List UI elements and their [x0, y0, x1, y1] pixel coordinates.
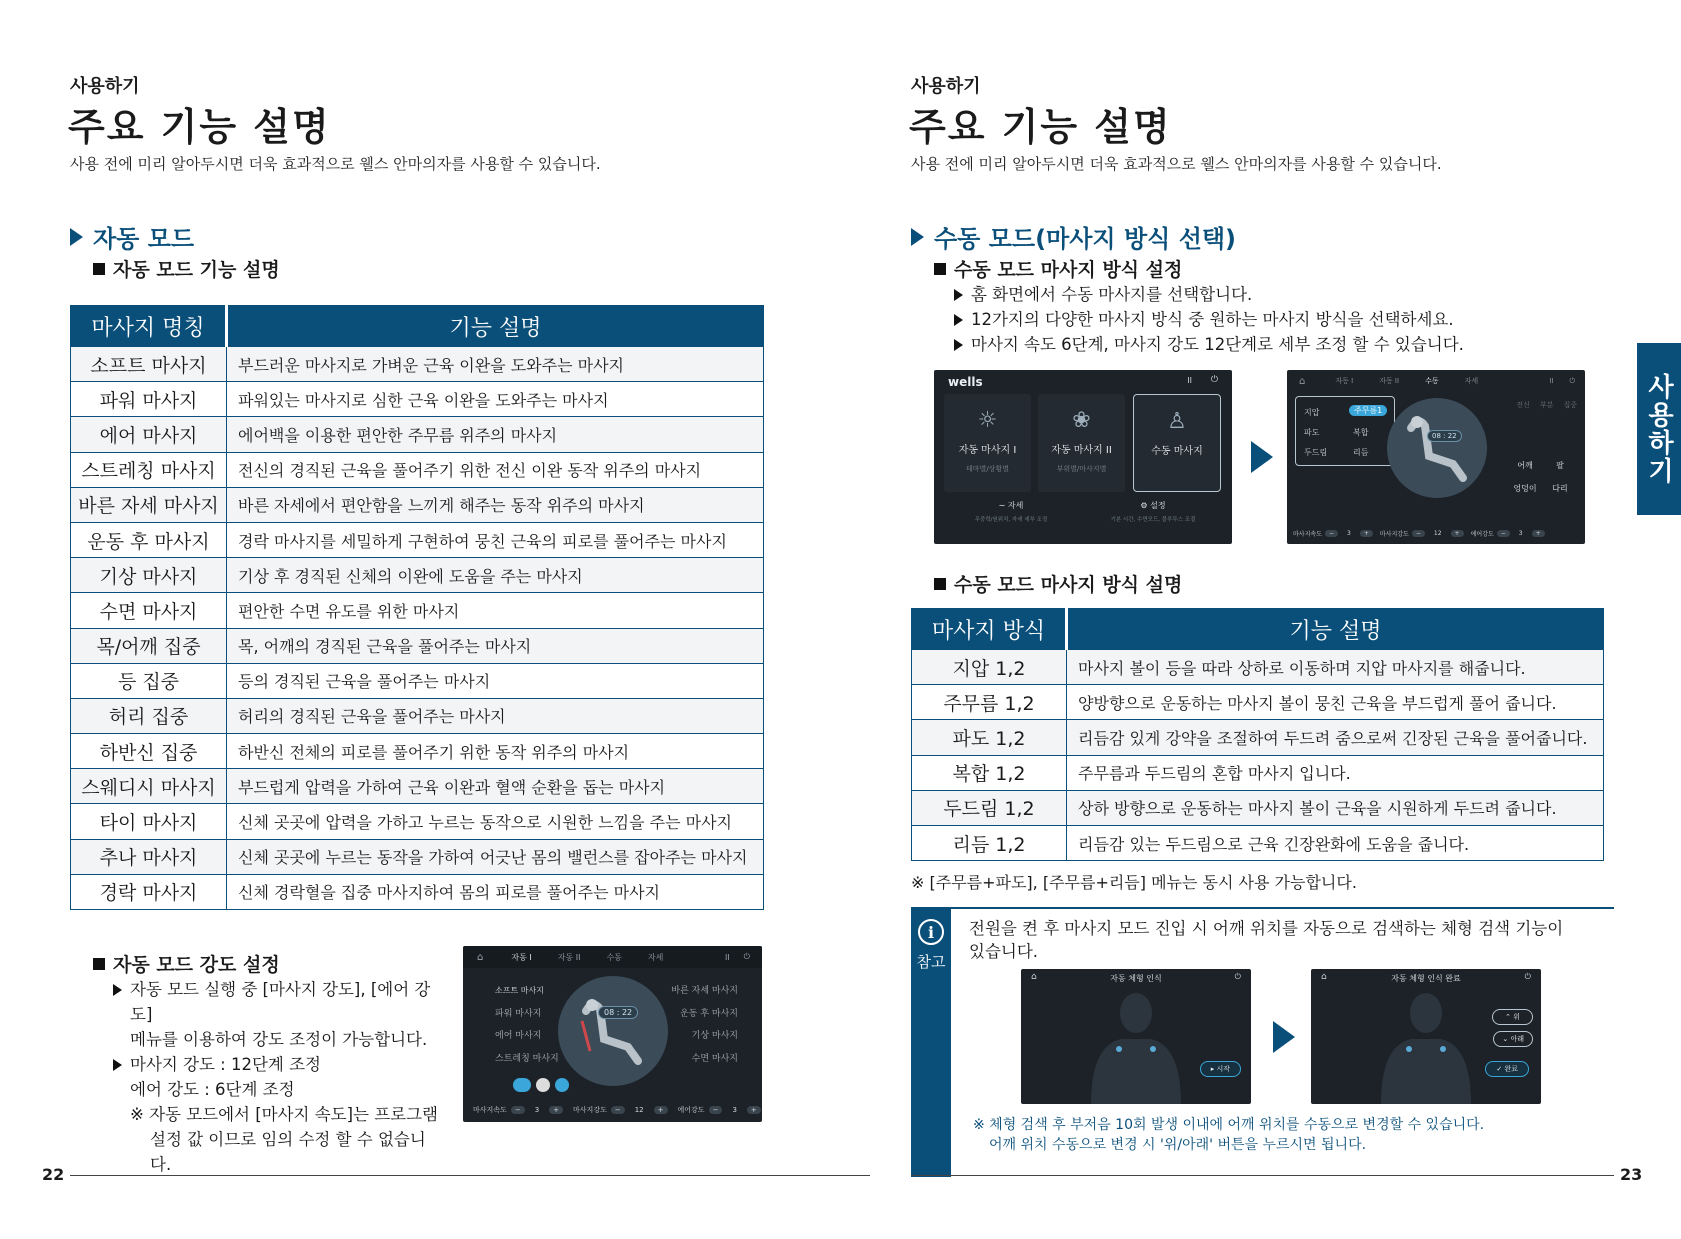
power-icon[interactable]: ⏻ [1569, 376, 1575, 385]
table-header: 마사지 방식 [912, 609, 1067, 650]
chair-figure-icon [1397, 410, 1477, 490]
method-item[interactable]: 지압 [1304, 408, 1320, 417]
table-cell-desc: 에어백을 이용한 편안한 주무름 위주의 마사지 [227, 417, 764, 452]
table-cell-desc: 하반신 전체의 피로를 풀어주기 위한 동작 위주의 마사지 [227, 734, 764, 769]
table-cell-name: 경락 마사지 [71, 874, 227, 909]
table-cell-name: 에어 마사지 [71, 417, 227, 452]
list-text: 자동 모드 실행 중 [마사지 강도], [에어 강도] [130, 980, 431, 1024]
control-label: 마사지속도 [1293, 530, 1322, 538]
bottom-title: 설정 [1150, 501, 1166, 510]
massage-mode-icon[interactable] [555, 1078, 569, 1092]
screen-tab: 자동 II [557, 952, 581, 962]
table-cell-desc: 부드럽게 압력을 가하여 근육 이완과 혈액 순환을 돕는 마사지 [227, 769, 764, 804]
table-cell-desc: 주무름과 두드림의 혼합 마사지 입니다. [1067, 755, 1604, 790]
table-row [71, 769, 764, 804]
table-cell-desc: 전신의 경직된 근육을 풀어주기 위한 전신 이완 동작 위주의 마사지 [227, 452, 764, 487]
bottom-title: 자세 [1007, 501, 1024, 510]
sun-moon-icon: ☼ [977, 408, 998, 433]
body-scan-complete-screen [1311, 969, 1541, 1104]
done-button-label: 완료 [1504, 1065, 1518, 1073]
intensity-list [113, 977, 443, 1177]
home-screen [934, 370, 1232, 544]
screen-tab[interactable]: 자세 [1464, 377, 1479, 385]
menu-item[interactable]: 파워 마사지 [495, 1008, 542, 1019]
screen-title: 자동 체형 인식 [1110, 974, 1162, 983]
timer-display: 08 : 22 [1427, 430, 1462, 442]
screen-tab: 자세 [647, 952, 664, 962]
up-button-label: 위 [1513, 1013, 1520, 1021]
table-cell-name: 파도 1,2 [912, 720, 1067, 755]
home-icon[interactable]: ⌂ [1321, 972, 1327, 982]
gear-icon: ⚙ [1140, 501, 1148, 510]
left-subheading-table [93, 255, 280, 282]
method-item[interactable]: 파도 [1304, 428, 1320, 437]
control-value: 3 [534, 1106, 540, 1114]
table-row [912, 755, 1604, 790]
table-row [71, 874, 764, 909]
table-cell-desc: 신체 곳곳에 압력을 가하고 누르는 동작으로 시원한 느낌을 주는 마사지 [227, 804, 764, 839]
home-icon[interactable]: ⌂ [1031, 972, 1037, 982]
note-footer [973, 1115, 1484, 1155]
triangle-bullet-icon [911, 228, 924, 246]
minus-button[interactable]: − [511, 1106, 525, 1114]
left-page-subtitle: 사용 전에 미리 알아두시면 더욱 효과적으로 웰스 안마의자를 사용할 수 있습니다. [70, 155, 601, 173]
table-cell-desc: 부드러운 마사지로 가벼운 근육 이완을 도와주는 마사지 [227, 347, 764, 382]
right-page-subtitle: 사용 전에 미리 알아두시면 더욱 효과적으로 웰스 안마의자를 사용할 수 있습니다. [911, 155, 1442, 173]
table-row [912, 650, 1604, 685]
list-text: 마사지 속도 6단계, 마사지 강도 12단계로 세부 조정 할 수 있습니다. [971, 335, 1464, 354]
card-title: 자동 마사지 I [958, 445, 1017, 456]
auto-mode-screen [463, 946, 762, 1122]
left-menu [495, 980, 559, 1070]
plus-button[interactable]: + [1451, 530, 1464, 537]
up-button[interactable]: ⌃ 위 [1492, 1009, 1533, 1025]
table-cell-desc: 목, 어깨의 경직된 근육을 풀어주는 마사지 [227, 628, 764, 663]
brand-logo: wells [948, 375, 983, 389]
table-cell-desc: 신체 곳곳에 누르는 동작을 가하여 어긋난 몸의 밸런스를 잡아주는 마사지 [227, 839, 764, 874]
table-row [71, 628, 764, 663]
screen-tabbar [1287, 370, 1585, 392]
plus-button[interactable]: + [654, 1106, 668, 1114]
pause-icon: II [724, 952, 730, 962]
method-item[interactable]: 리듬 [1353, 448, 1369, 457]
area-selector [1505, 460, 1575, 494]
method-item[interactable]: 복합 [1353, 428, 1369, 437]
lotus-icon: ❀ [1072, 408, 1091, 433]
minus-button[interactable]: − [1325, 530, 1338, 537]
table-row [71, 382, 764, 417]
body-silhouette-icon [1081, 991, 1191, 1104]
arrow-right-icon [1251, 441, 1273, 473]
table-cell-name: 운동 후 마사지 [71, 522, 227, 557]
control-label: 에어강도 [677, 1106, 705, 1114]
menu-item[interactable]: 운동 후 마사지 [680, 1008, 738, 1019]
list-text: 메뉴를 이용하여 강도 조정이 가능합니다. [130, 1030, 428, 1049]
control-value: 12 [1433, 529, 1442, 537]
right-heading-manual-mode [911, 219, 1236, 254]
triangle-bullet-icon [954, 339, 963, 351]
left-page-title: 주요 기능 설명 [68, 105, 331, 149]
manual-mode-table [911, 608, 1604, 861]
list-item [954, 332, 1514, 357]
auto-mode-heading-text: 자동 모드 [93, 225, 195, 253]
table-header: 마사지 명칭 [71, 306, 227, 347]
table-row [71, 698, 764, 733]
intensity-heading-text: 자동 모드 강도 설정 [113, 954, 280, 976]
table-cell-desc: 파워있는 마사지로 심한 근육 이완을 도와주는 마사지 [227, 382, 764, 417]
table-cell-name: 목/어깨 집중 [71, 628, 227, 663]
square-bullet-icon [93, 263, 105, 275]
body-silhouette-icon [1371, 991, 1481, 1104]
screen-title: 자동 체형 인식 완료 [1391, 974, 1461, 983]
menu-item[interactable]: 소프트 마사지 [495, 986, 544, 995]
list-item [113, 1052, 443, 1077]
power-icon: ⏻ [743, 952, 750, 961]
triangle-bullet-icon [113, 984, 122, 996]
info-icon: i [918, 919, 944, 945]
area-item[interactable]: 팔 [1556, 461, 1564, 470]
table-row [71, 839, 764, 874]
list-item [954, 282, 1514, 307]
body-scan-screen [1021, 969, 1251, 1104]
menu-item[interactable]: 기상 마사지 [691, 1031, 738, 1041]
screen-tab: 자동 I [511, 952, 532, 962]
menu-item[interactable]: 스트레칭 마사지 [495, 1053, 559, 1064]
table-cell-desc: 바른 자세에서 편안함을 느끼게 해주는 동작 위주의 마사지 [227, 487, 764, 522]
left-footer-line [70, 1175, 870, 1176]
screen-tab[interactable]: 수동 [1425, 377, 1439, 385]
square-bullet-icon [934, 263, 946, 275]
timer-display: 08 : 22 [598, 1006, 638, 1019]
table-cell-name: 허리 집중 [71, 698, 227, 733]
table-row [912, 825, 1604, 860]
list-text: 설정 값 이므로 임의 수정 할 수 없습니다. [150, 1130, 426, 1174]
control-bar [463, 1098, 762, 1122]
note-text-line: 있습니다. [969, 942, 1039, 961]
table-cell-desc: 양방향으로 운동하는 마사지 볼이 뭉친 근육을 부드럽게 풀어 줍니다. [1067, 685, 1604, 720]
triangle-bullet-icon [954, 289, 963, 301]
screen-tab[interactable]: 자동 I [1335, 377, 1354, 385]
screen-tab[interactable]: 자동 II [1379, 377, 1400, 385]
table-row [912, 685, 1604, 720]
plus-button[interactable]: + [549, 1106, 563, 1114]
table-cell-desc: 경락 마사지를 세밀하게 구현하여 뭉친 근육의 피로를 풀어주는 마사지 [227, 522, 764, 557]
menu-item[interactable]: 에어 마사지 [495, 1031, 542, 1041]
part-item[interactable]: 집중 [1563, 401, 1577, 409]
note-footer-line: ※ 체형 검색 후 부저음 10회 발생 이내에 어깨 위치를 수동으로 변경할 수 있습니다. [973, 1117, 1485, 1133]
home-card[interactable] [944, 394, 1031, 492]
table-cell-name: 스웨디시 마사지 [71, 769, 227, 804]
right-footer-line [911, 1175, 1614, 1176]
table-row [71, 347, 764, 382]
done-button[interactable]: ✓ 완료 [1485, 1061, 1529, 1077]
control-label: 마사지속도 [473, 1106, 507, 1114]
triangle-bullet-icon [70, 228, 83, 246]
minus-button[interactable]: − [611, 1106, 625, 1114]
right-menu [671, 980, 738, 1070]
table-cell-name: 주무름 1,2 [912, 685, 1067, 720]
plus-button[interactable]: + [747, 1106, 761, 1114]
menu-item[interactable]: 바른 자세 마사지 [671, 986, 738, 996]
bottom-sub: 기본 시간, 수면모드, 블루투스 조절 [1110, 517, 1196, 523]
area-item[interactable]: 엉덩이 [1513, 484, 1537, 493]
table-header: 기능 설명 [1067, 609, 1604, 650]
list-text: 에어 강도 : 6단계 조정 [130, 1080, 295, 1099]
table-cell-name: 지압 1,2 [912, 650, 1067, 685]
note-footer-line: 어깨 위치 수동으로 변경 시 '위/아래' 버튼을 누르시면 됩니다. [989, 1137, 1367, 1153]
home-bottom-settings[interactable] [1086, 500, 1220, 536]
control-value: 3 [1347, 529, 1351, 537]
table-row [71, 734, 764, 769]
part-item[interactable]: 전신 [1516, 401, 1530, 409]
mode-icons [513, 1078, 569, 1092]
list-item [113, 1077, 443, 1102]
desc-heading-text: 수동 모드 마사지 방식 설명 [954, 574, 1183, 596]
pause-icon[interactable]: II [1187, 376, 1192, 385]
table-cell-desc: 리듬감 있는 두드림으로 근육 긴장완화에 도움을 줍니다. [1067, 825, 1604, 860]
down-button[interactable]: ⌄ 아래 [1493, 1031, 1533, 1047]
area-item[interactable]: 다리 [1552, 484, 1568, 493]
table-cell-name: 하반신 집중 [71, 734, 227, 769]
table-row [71, 487, 764, 522]
left-heading-auto-mode [70, 219, 194, 254]
method-panel [1295, 396, 1395, 466]
down-button-label: 아래 [1510, 1035, 1524, 1043]
bottom-sub: 무중력/원위치, 자세 세부 조정 [974, 517, 1048, 523]
menu-item[interactable]: 수면 마사지 [691, 1053, 738, 1064]
screen-tab: 수동 [606, 952, 622, 962]
control-label: 에어강도 [1470, 530, 1494, 538]
screen-tabbar [463, 946, 762, 968]
note-label: 참고 [916, 953, 946, 971]
plus-button[interactable]: + [1532, 530, 1545, 537]
table-cell-desc: 허리의 경직된 근육을 풀어주는 마사지 [227, 698, 764, 733]
right-section-label: 사용하기 [911, 76, 981, 97]
table-cell-name: 리듬 1,2 [912, 825, 1067, 860]
table-cell-name: 파워 마사지 [71, 382, 227, 417]
auto-mode-table [70, 305, 764, 910]
table-cell-name: 복합 1,2 [912, 755, 1067, 790]
manual-mode-heading-text: 수동 모드(마사지 방식 선택) [934, 225, 1237, 253]
table-row [71, 417, 764, 452]
note-label-column [911, 909, 951, 1177]
minus-button[interactable]: − [1412, 530, 1425, 537]
table-cell-name: 바른 자세 마사지 [71, 487, 227, 522]
control-label: 마사지강도 [1379, 530, 1409, 538]
table-cell-desc: 기상 후 경직된 신체의 이완에 도움을 주는 마사지 [227, 558, 764, 593]
right-page-title: 주요 기능 설명 [909, 105, 1172, 149]
table-cell-name: 추나 마사지 [71, 839, 227, 874]
list-text: 12가지의 다양한 마사지 방식 중 원하는 마사지 방식을 선택하세요. [971, 310, 1454, 329]
card-sub: 부위별/마사지별 [1056, 465, 1107, 473]
massage-mode-icon[interactable] [536, 1078, 550, 1092]
setting-bullets [954, 282, 1514, 357]
table-cell-name: 타이 마사지 [71, 804, 227, 839]
table-row [912, 790, 1604, 825]
power-icon[interactable]: ⏻ [1210, 375, 1218, 385]
chair-icon: ♙ [1167, 409, 1187, 434]
start-button-label: 시작 [1216, 1065, 1230, 1073]
pause-icon[interactable]: II [1549, 377, 1554, 385]
reference-note [911, 907, 1614, 1177]
table-row [71, 804, 764, 839]
table-cell-name: 두드림 1,2 [912, 790, 1067, 825]
table-cell-desc: 리듬감 있게 강약을 조절하여 두드려 줌으로써 긴장된 근육을 풀어줍니다. [1067, 720, 1604, 755]
right-page-number: 23 [1620, 1165, 1643, 1184]
home-bottom-posture[interactable] [944, 500, 1078, 536]
table-cell-desc: 마사지 볼이 등을 따라 상하로 이동하며 지압 마사지를 해줍니다. [1067, 650, 1604, 685]
table-header: 기능 설명 [227, 306, 764, 347]
list-item [113, 977, 443, 1027]
auto-mode-table-heading-text: 자동 모드 기능 설명 [113, 259, 280, 281]
note-text [969, 917, 1563, 963]
table-cell-desc: 신체 경락혈을 집중 마사지하여 몸의 피로를 풀어주는 마사지 [227, 874, 764, 909]
part-selector [1516, 400, 1577, 410]
list-item [113, 1102, 443, 1127]
setting-heading-text: 수동 모드 마사지 방식 설정 [954, 259, 1183, 281]
square-bullet-icon [934, 578, 946, 590]
home-card-manual[interactable] [1133, 394, 1221, 492]
control-label: 마사지강도 [573, 1106, 607, 1114]
table-cell-desc: 상하 방향으로 운동하는 마사지 볼이 근육을 시원하게 두드려 줍니다. [1067, 790, 1604, 825]
card-title: 자동 마사지 II [1051, 445, 1112, 456]
list-text: 홈 화면에서 수동 마사지를 선택합니다. [971, 285, 1253, 304]
left-section-label: 사용하기 [70, 76, 140, 97]
table-cell-name: 기상 마사지 [71, 558, 227, 593]
start-button[interactable]: ▸ 시작 [1200, 1061, 1241, 1077]
table-cell-name: 수면 마사지 [71, 593, 227, 628]
list-item [954, 307, 1514, 332]
card-title: 수동 마사지 [1151, 446, 1203, 457]
power-icon[interactable]: ⏻ [1234, 972, 1241, 981]
table-footnote: ※ [주무름+파도], [주무름+리듬] 메뉴는 동시 사용 가능합니다. [911, 873, 1357, 892]
table-cell-name: 스트레칭 마사지 [71, 452, 227, 487]
table-row [71, 663, 764, 698]
control-bar [1287, 522, 1585, 544]
chair-figure-icon [568, 991, 648, 1071]
method-item-selected[interactable]: 주무름1 [1349, 405, 1387, 416]
arrow-right-icon [1273, 1021, 1295, 1053]
table-cell-desc: 편안한 수면 유도를 위한 마사지 [227, 593, 764, 628]
home-icon: ⌂ [477, 951, 484, 963]
posture-icon: ∼ [998, 501, 1006, 510]
minus-button[interactable]: − [709, 1106, 723, 1114]
control-value: 3 [732, 1106, 737, 1114]
right-subheading-setting [934, 255, 1182, 282]
list-text: 마사지 강도 : 12단계 조정 [130, 1055, 321, 1074]
note-text-line: 전원을 켠 후 마사지 모드 진입 시 어깨 위치를 자동으로 검색하는 체형 검색 기능이 [969, 919, 1564, 938]
left-subheading-intensity [93, 950, 280, 977]
triangle-bullet-icon [954, 314, 963, 326]
home-icon[interactable]: ⌂ [1299, 375, 1306, 387]
area-item[interactable]: 어깨 [1517, 461, 1533, 470]
manual-mode-screen [1287, 370, 1585, 544]
table-row [71, 522, 764, 557]
plus-button[interactable]: + [1360, 530, 1373, 537]
table-row [71, 558, 764, 593]
table-cell-name: 소프트 마사지 [71, 347, 227, 382]
table-row [912, 720, 1604, 755]
square-bullet-icon [93, 958, 105, 970]
list-item [113, 1127, 443, 1177]
card-sub: 테마별/상황별 [966, 465, 1009, 473]
right-subheading-desc [934, 570, 1182, 597]
massage-mode-icon[interactable] [513, 1078, 531, 1092]
side-tab: 사용하기 [1637, 343, 1681, 515]
control-value: 3 [1518, 529, 1523, 537]
list-item [113, 1027, 443, 1052]
table-cell-name: 등 집중 [71, 663, 227, 698]
method-item[interactable]: 두드림 [1304, 448, 1328, 457]
power-icon[interactable]: ⏻ [1524, 972, 1531, 981]
left-page-number: 22 [42, 1165, 65, 1184]
table-row [71, 593, 764, 628]
triangle-bullet-icon [113, 1059, 122, 1071]
minus-button[interactable]: − [1497, 530, 1510, 537]
part-item[interactable]: 부분 [1539, 401, 1554, 409]
list-text: ※ 자동 모드에서 [마사지 속도]는 프로그램 [130, 1105, 438, 1124]
table-cell-desc: 등의 경직된 근육을 풀어주는 마사지 [227, 663, 764, 698]
home-card[interactable] [1038, 394, 1125, 492]
control-value: 12 [634, 1106, 644, 1114]
table-row [71, 452, 764, 487]
